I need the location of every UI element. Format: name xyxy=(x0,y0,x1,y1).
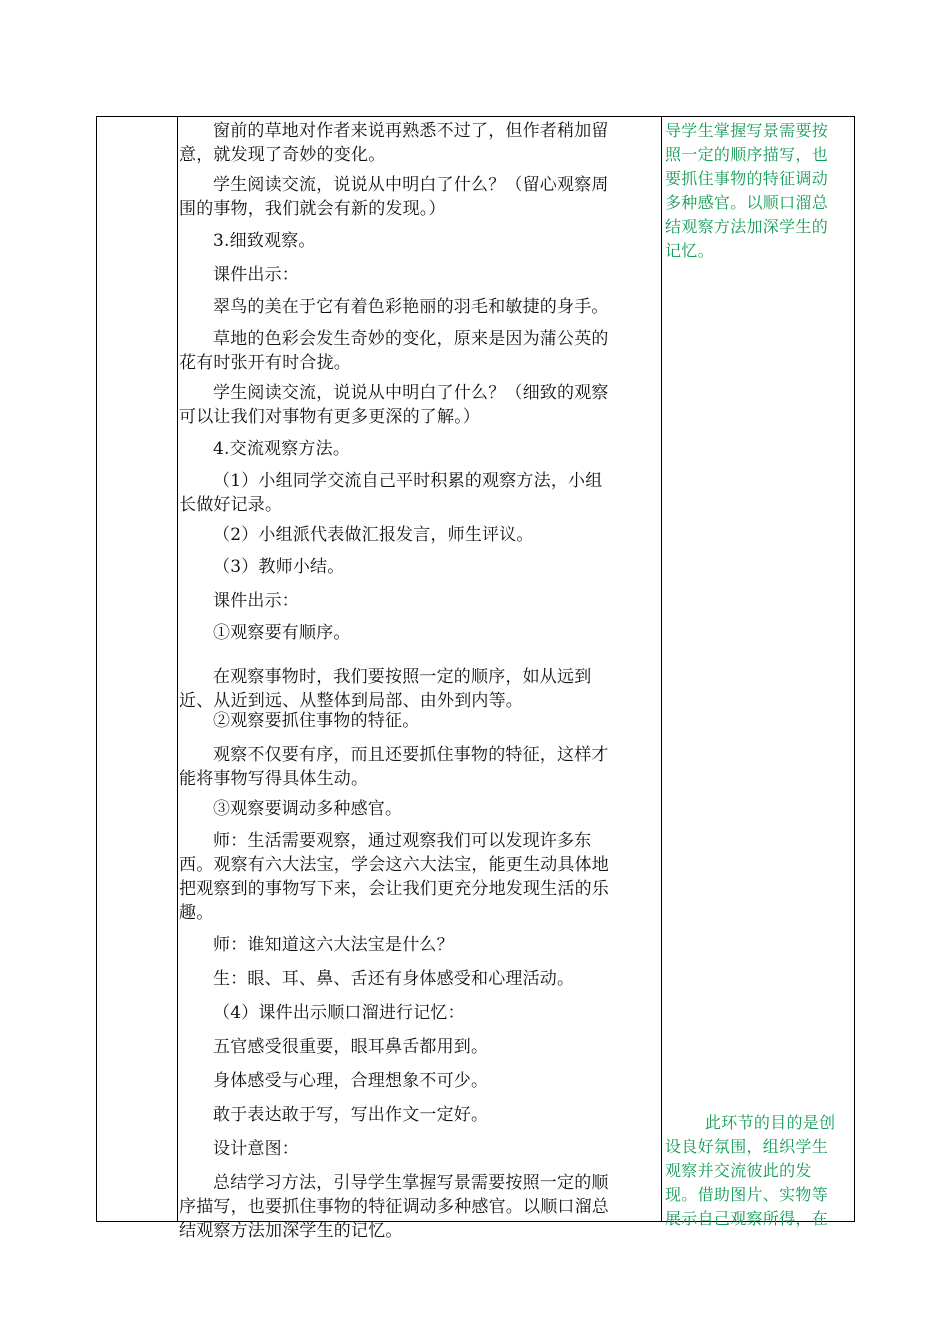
paragraph xyxy=(179,295,659,319)
note-line: 多种感官。以顺口溜总 xyxy=(665,193,829,212)
paragraph xyxy=(179,665,659,713)
paragraph xyxy=(179,173,659,221)
note-line: 设良好氛围，组织学生 xyxy=(665,1137,829,1156)
paragraph xyxy=(179,381,659,429)
paragraph xyxy=(179,743,659,791)
paragraph-line: 在观察事物时，我们要按照一定的顺序，如从远到 xyxy=(213,667,592,687)
paragraph-line: 把观察到的事物写下来，会让我们更充分地发现生活的乐 xyxy=(179,879,609,899)
paragraph-line: 能将事物写得具体生动。 xyxy=(179,769,369,789)
note-line: 此环节的目的是创 xyxy=(705,1113,836,1132)
paragraph-line: 设计意图： xyxy=(213,1139,299,1159)
paragraph-line: 师：生活需要观察，通过观察我们可以发现许多东 xyxy=(213,831,592,851)
design-note-top xyxy=(665,119,854,263)
paragraph xyxy=(179,621,659,645)
paragraph xyxy=(179,829,659,925)
paragraph-line: 学生阅读交流，说说从中明白了什么？（细致的观察 xyxy=(213,383,609,403)
paragraph-line: 围的事物，我们就会有新的发现。） xyxy=(179,199,446,219)
paragraph xyxy=(179,709,659,733)
paragraph-line: 4.交流观察方法。 xyxy=(213,439,351,459)
paragraph xyxy=(179,1171,659,1243)
note-line: 展示自己观察所得，在 xyxy=(665,1209,829,1228)
paragraph-line: 序描写，也要抓住事物的特征调动多种感官。以顺口溜总 xyxy=(179,1197,609,1217)
column-divider-left xyxy=(177,117,178,1221)
paragraph-line: （2）小组派代表做汇报发言，师生评议。 xyxy=(213,525,534,545)
paragraph-line: 长做好记录。 xyxy=(179,495,283,515)
paragraph-line: 敢于表达敢于写，写出作文一定好。 xyxy=(213,1105,489,1125)
paragraph-line: 草地的色彩会发生奇妙的变化，原来是因为蒲公英的 xyxy=(213,329,609,349)
column-divider-right xyxy=(661,117,662,1221)
paragraph xyxy=(179,1001,659,1025)
paragraph-line: 课件出示： xyxy=(213,591,299,611)
paragraph-line: 趣。 xyxy=(179,903,214,923)
paragraph-line: （4）课件出示顺口溜进行记忆： xyxy=(213,1003,465,1023)
paragraph-line: 西。观察有六大法宝，学会这六大法宝，能更生动具体地 xyxy=(179,855,609,875)
paragraph-line: 结观察方法加深学生的记忆。 xyxy=(179,1221,403,1241)
paragraph xyxy=(179,437,659,461)
paragraph xyxy=(179,229,659,253)
paragraph-line: 身体感受与心理，合理想象不可少。 xyxy=(213,1071,489,1091)
lesson-table xyxy=(96,116,855,1241)
design-note-bottom xyxy=(665,1111,854,1231)
note-line: 要抓住事物的特征调动 xyxy=(665,169,829,188)
paragraph xyxy=(179,1103,659,1127)
note-line: 观察并交流彼此的发 xyxy=(665,1161,812,1180)
paragraph xyxy=(179,263,659,287)
paragraph xyxy=(179,1137,659,1161)
paragraph-line: 近、从近到远、从整体到局部、由外到内等。 xyxy=(179,691,523,711)
paragraph-line: 花有时张开有时合拢。 xyxy=(179,353,351,373)
paragraph-line: 3.细致观察。 xyxy=(213,231,316,251)
paragraph-line: 意，就发现了奇妙的变化。 xyxy=(179,145,386,165)
paragraph xyxy=(179,933,659,957)
paragraph-line: 翠鸟的美在于它有着色彩艳丽的羽毛和敏捷的身手。 xyxy=(213,297,609,317)
paragraph xyxy=(179,469,659,517)
paragraph xyxy=(179,589,659,613)
paragraph-line: （3）教师小结。 xyxy=(213,557,345,577)
paragraph xyxy=(179,119,659,167)
paragraph xyxy=(179,967,659,991)
paragraph-line: 可以让我们对事物有更多更深的了解。） xyxy=(179,407,481,427)
paragraph-line: 观察不仅要有序，而且还要抓住事物的特征，这样才 xyxy=(213,745,609,765)
paragraph-line: （1）小组同学交流自己平时积累的观察方法，小组 xyxy=(213,471,603,491)
design-notes-cell xyxy=(663,117,854,1228)
paragraph xyxy=(179,797,659,821)
paragraph-line: 课件出示： xyxy=(213,265,299,285)
paragraph-line: 学生阅读交流，说说从中明白了什么？（留心观察周 xyxy=(213,175,609,195)
note-line: 导学生掌握写景需要按 xyxy=(665,121,829,140)
paragraph xyxy=(179,1069,659,1093)
note-line: 结观察方法加深学生的 xyxy=(665,217,829,236)
paragraph-line: ①观察要有顺序。 xyxy=(213,623,351,643)
note-line: 现。借助图片、实物等 xyxy=(665,1185,829,1204)
paragraph-line: 五官感受很重要，眼耳鼻舌都用到。 xyxy=(213,1037,489,1057)
paragraph-line: 师：谁知道这六大法宝是什么？ xyxy=(213,935,454,955)
note-line: 记忆。 xyxy=(665,241,714,260)
paragraph xyxy=(179,1035,659,1059)
paragraph-line: ②观察要抓住事物的特征。 xyxy=(213,711,420,731)
paragraph-line: 总结学习方法，引导学生掌握写景需要按照一定的顺 xyxy=(213,1173,609,1193)
paragraph-line: 生：眼、耳、鼻、舌还有身体感受和心理活动。 xyxy=(213,969,575,989)
note-line: 照一定的顺序描写，也 xyxy=(665,145,829,164)
paragraph xyxy=(179,523,659,547)
paragraph xyxy=(179,327,659,375)
paragraph xyxy=(179,555,659,579)
paragraph-line: 窗前的草地对作者来说再熟悉不过了，但作者稍加留 xyxy=(213,121,609,141)
paragraph-line: ③观察要调动多种感官。 xyxy=(213,799,403,819)
